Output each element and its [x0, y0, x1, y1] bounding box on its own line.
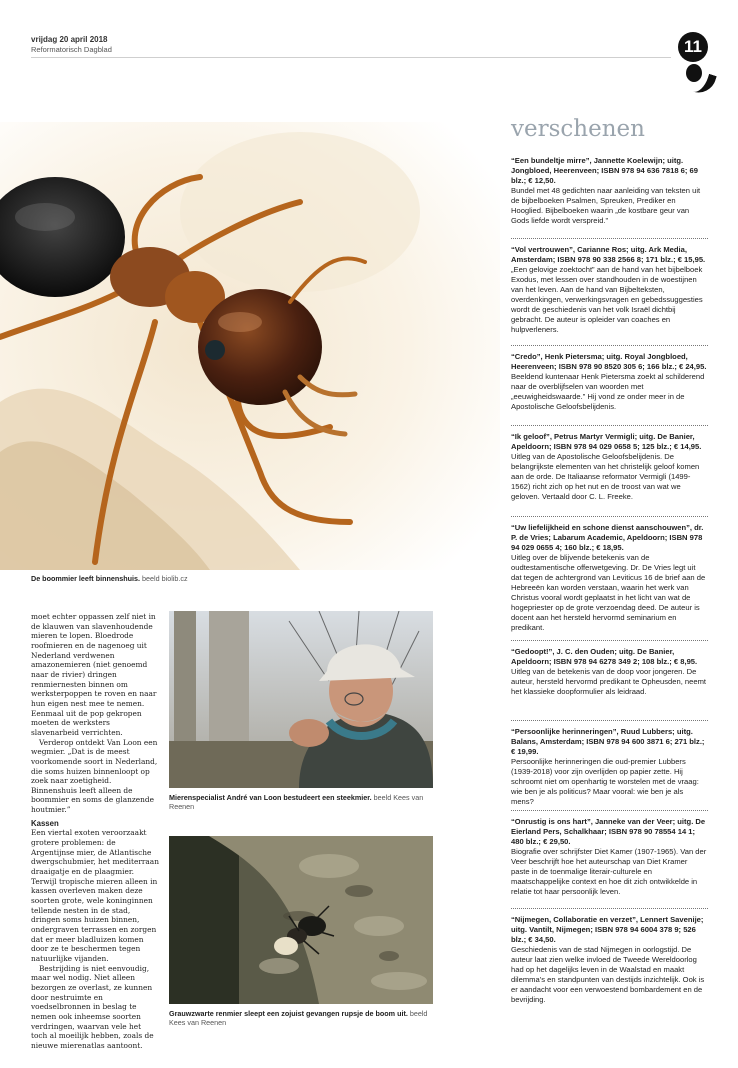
book-entry-body: Geschiedenis van de stad Nijmegen in oorlogstijd. De auteur laat zien welke invloed de Tweede Wereldoorlog had op het dagelijks leven in de Waalstad en maakt dilemma’s en standpunten van destijds inzichtelijk. Ook is er aandacht voor een verwoestend bombardement en de bevrijding. [511, 945, 705, 1004]
book-entry-body: Beeldend kuntenaar Henk Pietersma zoekt al schilderend naar de overblijfselen van woorden met „eeuwigheidswaarde.” Hij vond ze onder meer in de Apostolische Geloofsbelijdenis. [511, 372, 705, 411]
book-entry-head: “Nijmegen, Collaboratie en verzet”, Lennert Savenije; uitg. Vantilt, Nijmegen; ISBN 978 94 6004 378 9; 526 blz.; € 34,50. [511, 915, 704, 944]
book-entry [511, 432, 708, 502]
book-entry-body: Bundel met 48 gedichten naar aanleiding van teksten uit de bijbelboeken Psalmen, Spreuken, Prediker en Hooglied. Bijbelboeken waarin „de kostbare geur van Gods liefde wordt verspreid.” [511, 186, 701, 225]
book-entry [511, 245, 708, 335]
book-entry-body: Persoonlijke herinneringen die oud-premier Lubbers (1939-2018) voor zijn overlijden op papier zette. Hij schroomt niet om openhartig te worstelen met de vraag: wie ben je als politicus? Maar vooral: wie ben je als mens? [511, 757, 699, 806]
page-number: 11 [678, 32, 708, 62]
ant-photo [0, 122, 500, 570]
book-divider [511, 238, 708, 239]
ant-caption-text: De boommier leeft binnenshuis. [31, 574, 141, 583]
book-divider [511, 425, 708, 426]
book-divider [511, 640, 708, 641]
book-entry-head: “Een bundeltje mirre”, Jannette Koelewijn; uitg. Jongbloed, Heerenveen; ISBN 978 94 636 7818 6; 69 blz.; € 12,50. [511, 156, 698, 185]
book-entry-head: “Persoonlijke herinneringen”, Ruud Lubbers; uitg. Balans, Amsterdam; ISBN 978 94 600 3871 6; 271 blz.; € 19,99. [511, 727, 705, 756]
book-entry-head: “Vol vertrouwen”, Carianne Ros; uitg. Ark Media, Amsterdam; ISBN 978 90 338 2566 8; 171 blz.; € 15,95. [511, 245, 706, 264]
article-paragraph: moet echter oppassen zelf niet in de klauwen van slavenhoudende mieren te lopen. Bloedrode roofmieren en de nagenoeg uit Nederland verdwenen amazonemieren (niet genoemd naar de rivier) dringen renmiernesten binnen om werksterpoppen te roven en naar hun eigen nest mee te nemen. Eenmaal uit de pop gekropen moeten de werksters slavenarbeid verrichten. [31, 612, 157, 737]
renmier-caption-credit: beeld Kees van Reenen [169, 1009, 428, 1027]
book-entry [511, 352, 708, 412]
book-entry [511, 523, 708, 633]
book-divider [511, 908, 708, 909]
book-entry [511, 727, 708, 807]
header-divider [31, 57, 671, 58]
book-entry-body: Uitleg van de Apostolische Geloofsbelijdenis. De belangrijkste elementen van het christelijk geloof komen aan de orde. De Italiaanse reformator Vermigli (1499-1562) richt zich op het nut en de troost van wat we geloven. Vertaald door C. L. Freeke. [511, 452, 700, 501]
comma-logo-tail-icon [687, 69, 717, 97]
book-divider [511, 720, 708, 721]
book-entry-head: “Credo”, Henk Pietersma; uitg. Royal Jongbloed, Heerenveen; ISBN 978 90 8520 305 6; 166 blz.; € 24,95. [511, 352, 707, 371]
book-entry [511, 915, 708, 1005]
renmier-caption-text: Grauwzwarte renmier sleept een zojuist gevangen rupsje de boom uit. [169, 1009, 408, 1018]
book-entry-head: “Onrustig is ons hart”, Janneke van der Veer; uitg. De Eierland Pers, Schalkhaar; ISBN 978 90 78554 14 1; 480 blz.; € 29,50. [511, 817, 706, 846]
article-subheading: Kassen [31, 818, 59, 828]
specialist-photo [169, 611, 433, 788]
ant-photo-caption [31, 574, 431, 583]
section-title: verschenen [511, 116, 645, 142]
book-entry [511, 156, 708, 226]
article-paragraph: Een viertal exoten veroorzaakt grotere problemen: de Argentijnse mier, de Atlantische dwergschubmier, het mediterraan draaigatje en de plaagmier. Terwijl tropische mieren alleen in kassen overleven maken deze soorten grote, wele koninginnen tellende nesten in de stad, dringen soms huizen binnen, ondergraven terrassen en zorgen dat er meer bladluizen komen door ze te beschermen tegen natuurlijke vijanden. [31, 828, 159, 963]
book-entry-head: “Ik geloof”, Petrus Martyr Vermigli; uitg. De Banier, Apeldoorn; ISBN 978 94 029 0658 5; 125 blz.; € 14,95. [511, 432, 702, 451]
article-text [31, 612, 159, 1051]
renmier-photo-caption [169, 1009, 439, 1027]
book-entry-body: „Een gelovige zoektocht” aan de hand van het bijbelboek Exodus, met lessen over standhouden in de woestijnen van het leven. Aan de hand van Bijbelteksten, overdenkingen, verwerkingsvragen en gebedssuggesties wordt de geschiedenis van het volk Israël dichtbij gebracht. De auteur is opleider van coaches en hulpverleners. [511, 265, 703, 334]
book-divider [511, 810, 708, 811]
specialist-caption-text: Mierenspecialist André van Loon bestudeert een steekmier. [169, 793, 372, 802]
article-paragraph: Verderop ontdekt Van Loon een wegmier. „Dat is de meest voorkomende soort in Nederland, die soms huizen binnenloopt op zoek naar zoetigheid. Binnenshuis leeft alleen de boommier en soms de glanzende houtmier.” [31, 737, 158, 815]
book-entry-head: “Gedoopt!”, J. C. den Ouden; uitg. De Banier, Apeldoorn; ISBN 978 94 6278 349 2; 108 blz.; € 8,95. [511, 647, 698, 666]
specialist-photo-caption [169, 793, 433, 811]
book-divider [511, 516, 708, 517]
renmier-photo [169, 836, 433, 1004]
article-paragraph: Bestrijding is niet eenvoudig, maar wel nodig. Niet alleen bezorgen ze overlast, ze kunnen door nestruimte en voedselbronnen in beslag te nemen ook inheemse soorten verdringen, waarvan vele het toch al moeilijk hebben, zoals de nieuwe mierenatlas aantoont. [31, 963, 154, 1050]
book-divider [511, 345, 708, 346]
specialist-caption-credit: beeld Kees van Reenen [169, 793, 424, 811]
book-entry [511, 817, 708, 897]
book-entry-body: Biografie over schrijfster Diet Kamer (1907-1965). Van der Veer beschrijft hoe het auteurschap van Diet Kramer paste in de toenmalige literair-culturele en maatschappelijke context en hoe dit zich ontwikkelde in relatie tot haar persoonlijk leven. [511, 847, 707, 896]
book-entry-head: “Uw liefelijkheid en schone dienst aanschouwen”, dr. P. de Vries; Labarum Academic, Apeldoorn; ISBN 978 94 029 0655 4; 160 blz.; € 18,95. [511, 523, 704, 552]
header-date: vrijdag 20 april 2018 [31, 35, 108, 44]
book-entry-body: Uitleg over de blijvende betekenis van de oudtestamentische offerwetgeving. Dr. De Vries legt uit dat tegen de achtergrond van Leviticus 16 de brief aan de Hebreeën kan worden verstaan, waarin het werk van Christus vooral wordt geplaatst in het licht van wat de hogepriester op de grote verzoendag deed. De auteur is docent aan het hersteld hervormd seminarium en predikant. [511, 553, 706, 632]
book-entry-body: Uitleg van de betekenis van de doop voor jongeren. De auteur, hersteld hervormd predikant te Opheusden, neemt het klassieke doopformulier als leidraad. [511, 667, 707, 696]
book-entry [511, 647, 708, 697]
ant-caption-credit: beeld biolib.cz [142, 574, 188, 583]
header-paper-name: Reformatorisch Dagblad [31, 45, 112, 54]
